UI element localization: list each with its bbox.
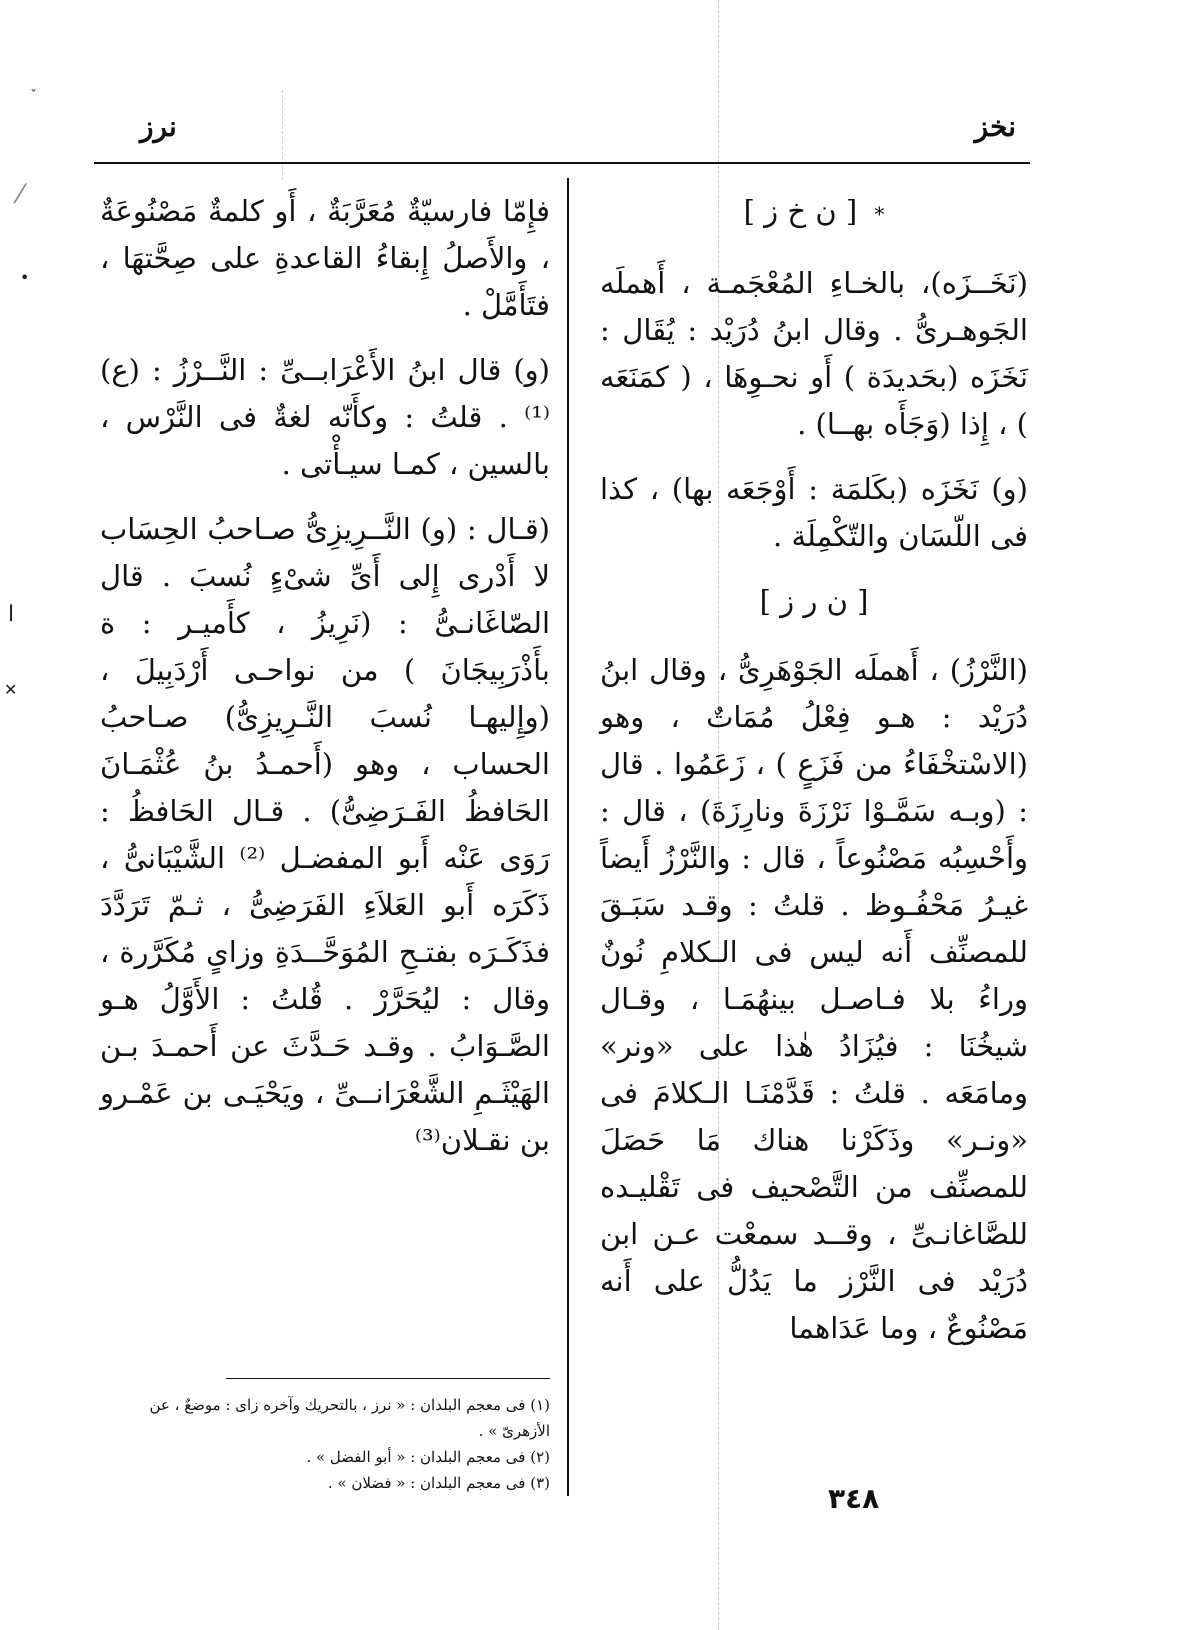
margin-glyph-fragment: ا [8, 602, 15, 627]
paragraph: (النَّرْزُ) ، أَهملَه الجَوْهَرِىُّ ، وقال ابنُ دُرَيْد : هـو فِعْلُ مُمَاتٌ ، وهو (الاسْتخْفَاءُ من فَزَعٍ ) ، زَعَمُوا . قال : (وبـه سَمَّـوْا نَرْزَةَ ونارِزَةَ) ، قال : وأَحْسِبُه مَصْنُوعاً ، قال : والنَّرْزُ أَيضاً غيـرُ مَحْفُـوظ . قلتُ : وقـد سَبَـقَ للمصنِّف أَنه ليس فى الـكلامِ نُونٌ وراءُ بلا فـاصـل بينهُمَـا ، وقـال شيخُنَا : فيُزَادُ هٰذا على «ونر» ومامَعَه . قلتُ : قَدَّمْنَـا الـكلامَ فى «ونـر» وذَكَرْنا هناك مَا حَصَلَ للمصنِّف من التَّصْحيف فى تَقْليـده للصَّاغانـىِّ ، وقــد سمعْت عـن ابن دُرَيْد فى النَّرْز ما يَدُلُّ على أَنه مَصْنُوعٌ ، وما عَدَاهما [600, 653, 1028, 1345]
footnote-rule [226, 1378, 550, 1379]
footnote: (٣) فى معجم البلدان : « فضلان » . [327, 1474, 550, 1492]
running-head-right: نخز [974, 110, 1016, 143]
margin-scribble: ⁄ [18, 180, 23, 210]
entry-heading-text: [ ن خ ز ] [743, 194, 858, 228]
margin-speck: ˇ [30, 88, 37, 104]
running-head-left: نرز [140, 110, 177, 143]
margin-mark: ✕ [4, 680, 18, 699]
header-rule [94, 162, 1030, 164]
footnote: (٢) فى معجم البلدان : « أبو الفضل » . [306, 1448, 550, 1466]
paragraph: فإِمّا فارسيّةٌ مُعَرَّبَةٌ ، أَو كلمةٌ مَصْنُوعَةٌ ، والأَصلُ إِبقاءُ القاعدةِ على صِحَّتهَا ، فتَأَمَّلْ . [100, 194, 550, 322]
margin-dot: • [20, 268, 30, 287]
paragraph: (و) قال ابنُ الأَعْرَابــىِّ : النَّــرْزُ : (ع) ⁽¹⁾ . قلتُ : وكأَنّه لغةٌ فى النَّرْس ، بالسين ، كمـا سيـأْتى . [100, 353, 550, 481]
footnote: (١) فى معجم البلدان : « نرز ، بالتحريك وآخره زاى : موضعٌ ، عن الأزهرىّ » . [149, 1396, 550, 1440]
right-column [600, 188, 1028, 1370]
paragraph: (قـال : (و) النَّــرِيزِىُّ صـاحبُ الحِسَاب لا أَدْرى إِلى أَىِّ شىْءٍ نُسبَ . قال الصّاغَانـىُّ : (نَرِيزُ ، كأَميـر : ة بأَذْرَبِيجَانَ ) من نواحـى أَرْدَبِيلَ ، (وإِليهـا نُسبَ النَّـرِيزِىُّ) صـاحبُ الحساب ، وهو (أَحمـدُ بنُ عُثْمَـانَ الحَافظُ الفَـرَضِىُّ) . قـال الحَافظُ : رَوَى عَنْه أَبو المفضـل ⁽²⁾ الشَّيْبَانىُّ ، ذَكَرَه أَبو العَلاَءِ الفَرَضِىُّ ، ثـمّ تَرَدَّدَ فذَكَـرَه بفتـحِ المُوَحَّــدَةِ وزاىٍ مُكَرَّرة ، وقال : ليُحَرَّرْ . قُلتُ : الأَوَّلُ هـو الصَّـوَابُ . وقـد حَـدَّثَ عن أَحمـدَ بـن الهَيْثَـمِ الشَّعْرَانــىِّ ، ويَحْيَـى بن عَمْـرو بن نقـلان⁽³⁾ [100, 512, 550, 1157]
page-number: ٣٤٨ [828, 1482, 880, 1515]
scan-crease-mark [282, 90, 283, 180]
footnotes [100, 1392, 550, 1496]
column-divider [567, 178, 569, 1496]
paragraph: (و) نَخَزَه (بكَلمَة : أَوْجَعَه بها) ، كذا فى اللّسَان والتّكْمِلَة . [600, 472, 1028, 553]
entry-heading-nrz: [ ن ر ز ] [759, 584, 869, 618]
entry-heading-nkhz [600, 188, 1028, 238]
entry-marker-star: * [874, 202, 885, 226]
left-column [100, 188, 550, 1182]
paragraph: (نَخَــزَه)، بالخـاءِ المُعْجَمـة ، أَهملَه الجَوهـرىُّ . وقال ابنُ دُرَيْد : يُقَال : نَخَزَه (بحَديدَة ) أَو نحـوِهَا ، ( كمَنَعَه ) ، إِذا (وَجَأَه بهــا) . [600, 266, 1028, 441]
